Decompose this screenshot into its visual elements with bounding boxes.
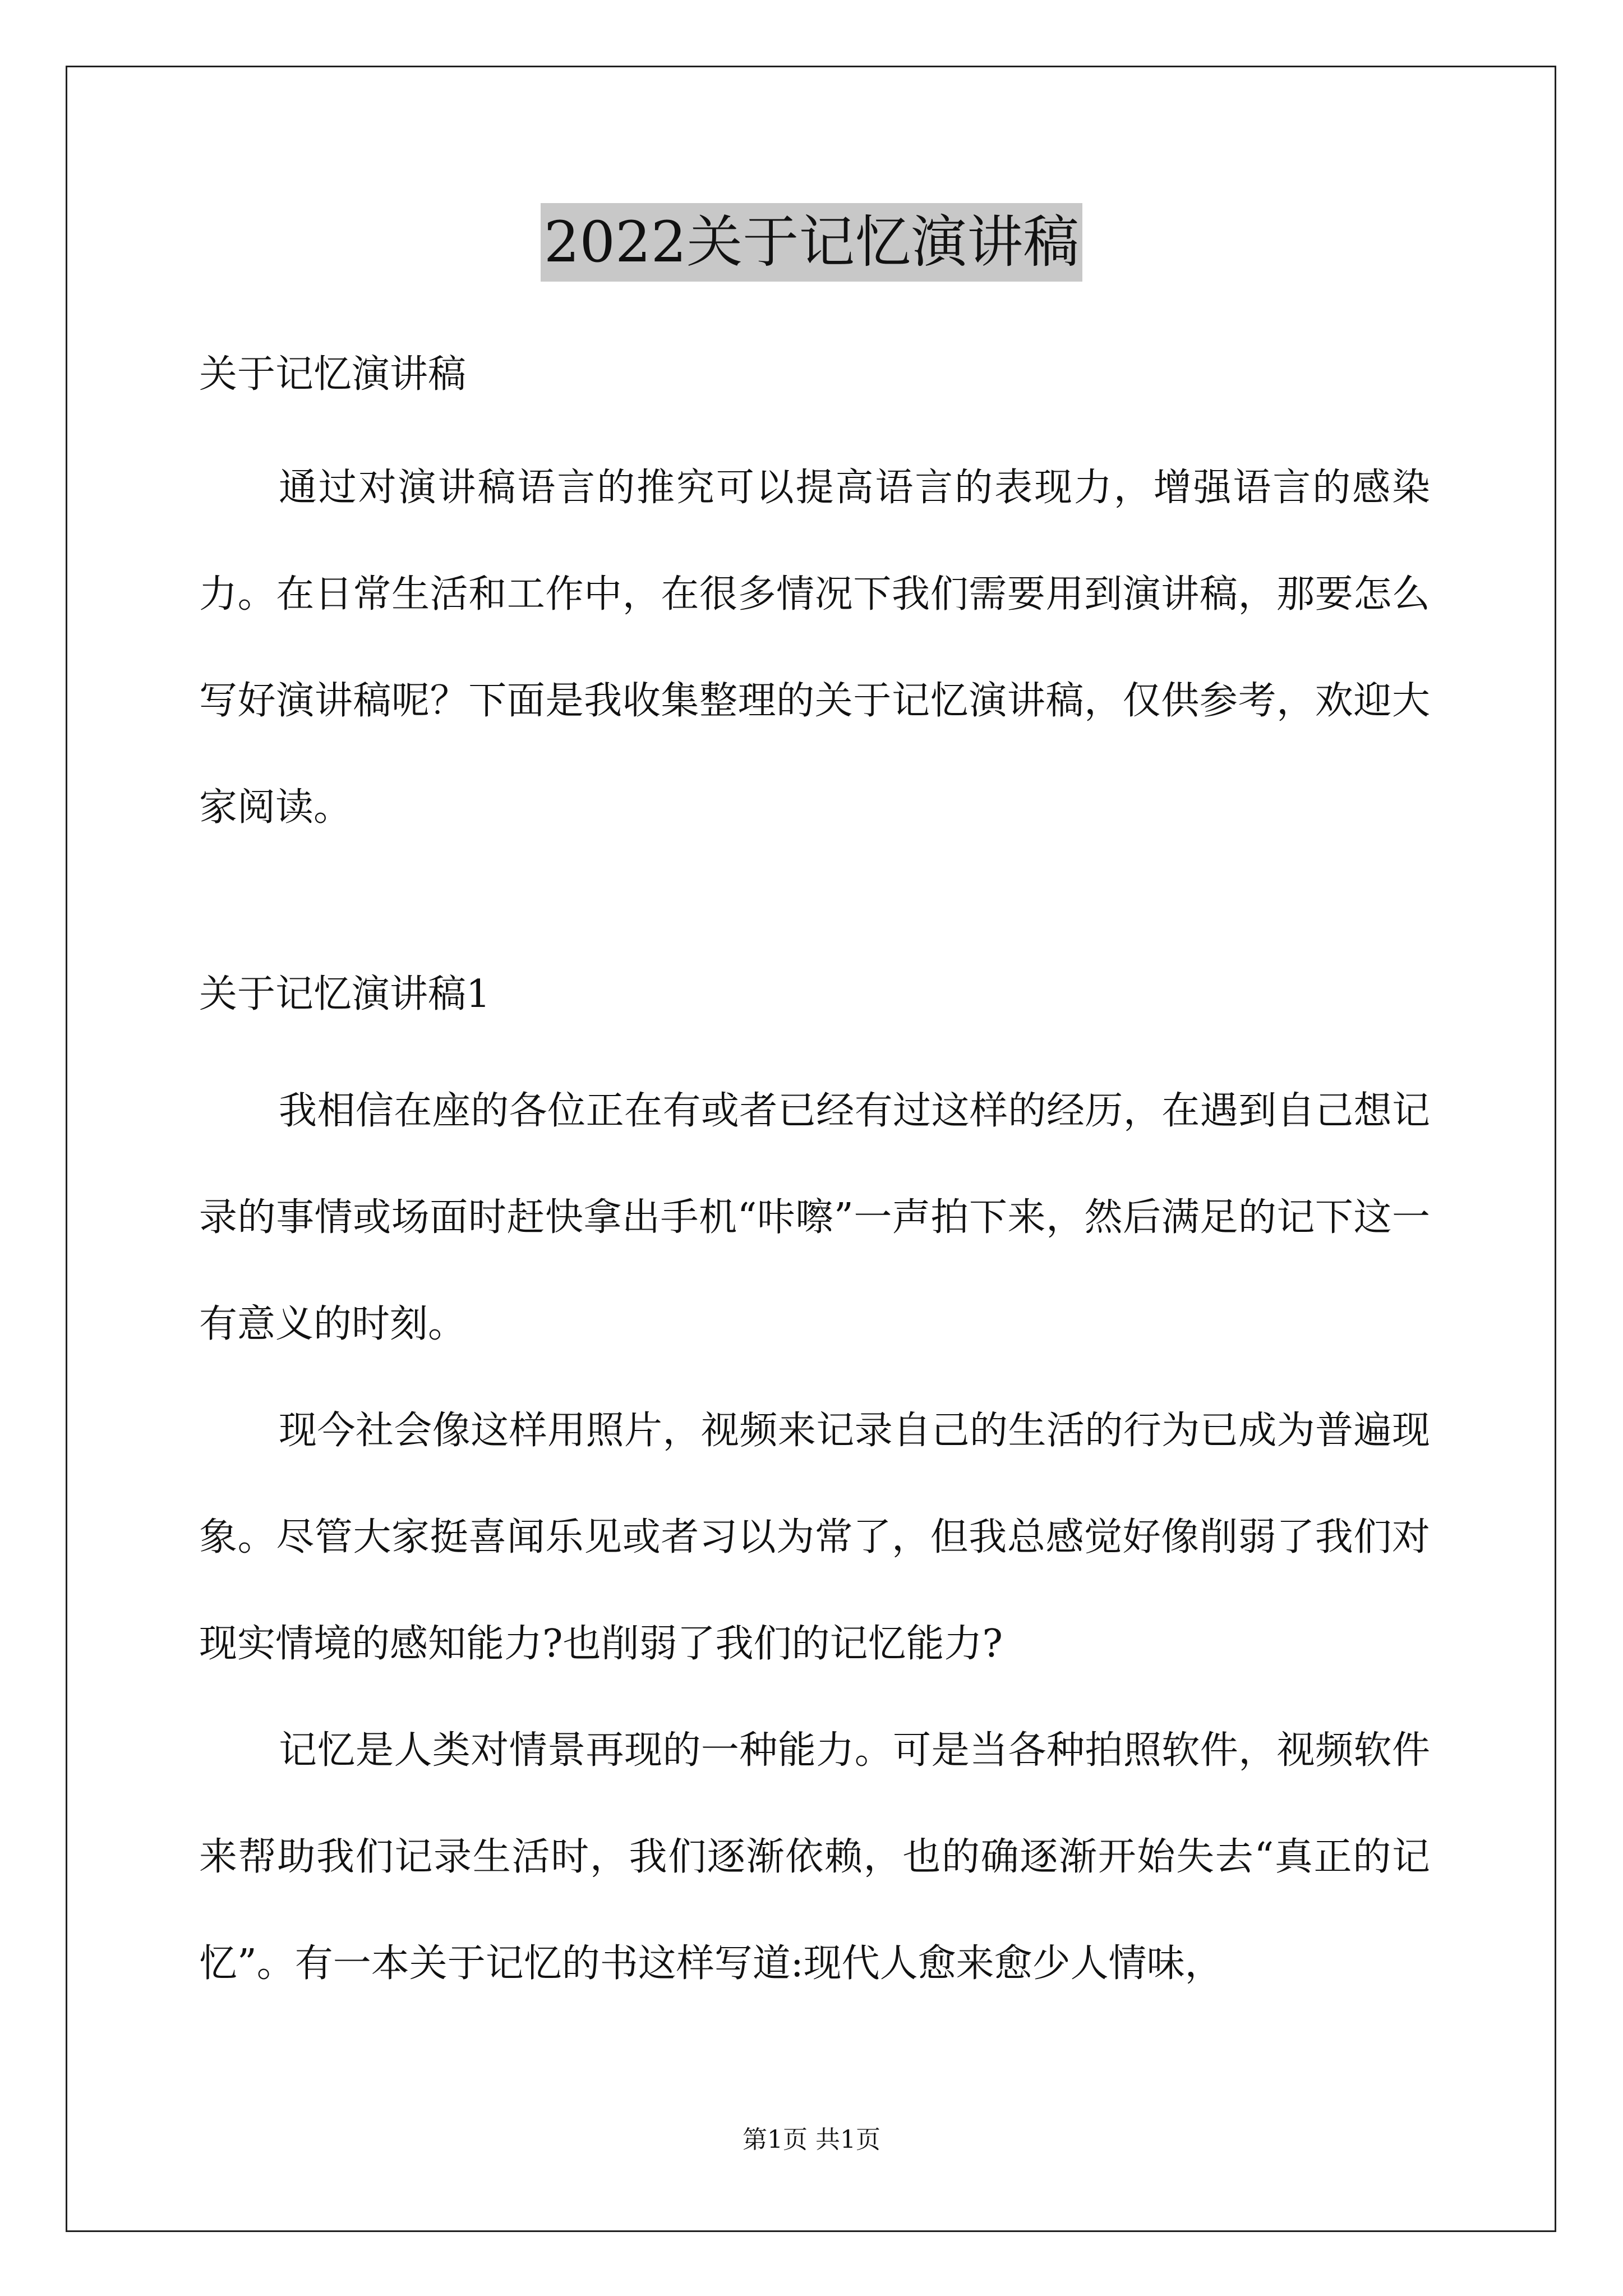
document-body <box>199 348 1430 2017</box>
body-paragraph: 通过对演讲稿语言的推究可以提高语言的表现力，增强语言的感染力。在日常生活和工作中，在很多情况下我们需要用到演讲稿，那要怎么写好演讲稿呢？下面是我收集整理的关于记忆演讲稿，仅供参考，欢迎大家阅读。 <box>199 466 1430 830</box>
title-container <box>0 203 1623 282</box>
body-paragraph: 我相信在座的各位正在有或者已经有过这样的经历，在遇到自己想记录的事情或场面时赶快拿出手机“咔嚓”一声拍下来，然后满足的记下这一有意义的时刻。 <box>199 1089 1430 1346</box>
document-title: 2022关于记忆演讲稿 <box>541 203 1083 282</box>
page-footer: 第1页 共1页 <box>743 2125 880 2154</box>
body-paragraph: 记忆是人类对情景再现的一种能力。可是当各种拍照软件，视频软件来帮助我们记录生活时，我们逐渐依赖，也的确逐渐开始失去“真正的记忆”。有一本关于记忆的书这样写道:现代人愈来愈少人情味， <box>199 1728 1430 1986</box>
body-paragraph: 现今社会像这样用照片，视频来记录自己的生活的行为已成为普遍现象。尽管大家挺喜闻乐见或者习以为常了，但我总感觉好像削弱了我们对现实情境的感知能力?也削弱了我们的记忆能力? <box>199 1409 1430 1666</box>
section-heading: 关于记忆演讲稿1 <box>199 972 491 1016</box>
section-heading: 关于记忆演讲稿 <box>199 352 467 397</box>
